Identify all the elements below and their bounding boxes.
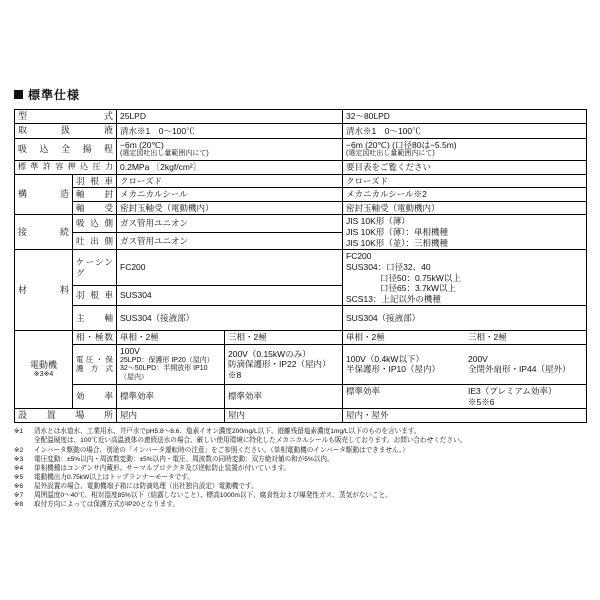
row-value-25lpd: 清水※1 0〜100℃: [117, 124, 343, 138]
install-25lpd-3p: 屋内: [225, 409, 343, 423]
value-line: FC200: [346, 251, 372, 262]
footnotes: [14, 427, 590, 509]
table-row: [15, 110, 587, 124]
row-value-25lpd: ガス管用ユニオン: [117, 232, 343, 249]
value-line: 全閉外扇形・IP44（屋外）: [468, 364, 571, 375]
row-value-3280lpd: 要目表をご覧ください: [343, 160, 587, 174]
table-row: [15, 409, 587, 423]
footnote-number: ※6: [14, 482, 24, 490]
subrow-label: 吐 出 側: [73, 232, 117, 249]
footnote-number: ※1: [14, 428, 24, 436]
value-line: 25LPD：保護形 IP20（屋内）: [120, 356, 214, 364]
value-line: 半保護形・IP10（屋内）: [346, 364, 440, 375]
motor-efficiency-split: [346, 386, 583, 407]
footnote: [14, 455, 590, 464]
row-label: 構 造: [15, 174, 73, 215]
subrow-label: 効 率: [73, 384, 117, 408]
value-line: IE3（プレミアム効率）※5※6: [468, 385, 557, 407]
table-row: [15, 160, 587, 174]
subrow-label: 吸 込 側: [73, 215, 117, 232]
install-3280lpd: 屋内・屋外: [343, 409, 587, 423]
row-value-25lpd: SUS304: [117, 286, 343, 306]
footnote: [14, 473, 590, 482]
table-row: [15, 188, 587, 202]
row-value-3280lpd: 32〜80LPD: [343, 110, 587, 124]
table-row: [15, 174, 587, 188]
footnote-number: [14, 436, 32, 445]
table-row: [15, 124, 587, 138]
row-value-25lpd: FC200: [117, 250, 343, 286]
footnote-text: 周囲温度0〜40℃、相対湿度85%以下（結露しないこと）、標高1000m以下、腐食性および爆発性ガス、蒸気がないこと。: [34, 492, 392, 500]
row-label: 吸 込 全 揚 程: [15, 138, 117, 160]
value-line: −6m (20℃): [120, 139, 164, 150]
value-subline: (選定図吐出し量範囲内にて): [120, 150, 209, 158]
table-row: [15, 250, 587, 286]
value-line: 三相・2極: [468, 332, 507, 343]
motor-efficiency-25lpd: 標準効率: [117, 384, 225, 408]
footnote-number: ※5: [14, 473, 24, 481]
label-note: ※3※4: [33, 371, 54, 378]
motor-efficiency-25lpd-3p: 標準効率: [225, 384, 343, 408]
value-group: [346, 354, 468, 375]
value-line: 100V（0.4kW以下）: [346, 353, 424, 364]
footnote-text: 電動機出力0.75kW以上はトップランナーモータです。: [34, 473, 194, 481]
row-value-25lpd: メカニカルシール: [117, 188, 343, 202]
install-25lpd: 屋内: [117, 409, 225, 423]
footnote-number: ※8: [14, 501, 24, 509]
square-bullet-icon: [14, 90, 23, 99]
footnote: [14, 436, 590, 445]
value-line: −6m (20℃) (口径80は−5.5m): [346, 139, 457, 150]
row-value-25lpd: 25LPD: [117, 110, 343, 124]
value-line: 口径65：3.7kW以上: [346, 283, 457, 294]
footnote: [14, 482, 590, 491]
section-title: [14, 86, 586, 103]
motor-phase-25lpd-3p: 三相・2極: [225, 331, 343, 345]
table-row: [15, 345, 587, 385]
row-value-3280lpd: [343, 138, 587, 160]
footnote: [14, 491, 590, 500]
value-line: 単相・2極: [346, 332, 385, 343]
subrow-label: 軸 受: [73, 201, 117, 215]
footnote-number: ※2: [14, 446, 24, 454]
value-line: 200V（0.15kWのみ）: [228, 348, 311, 359]
value-line: JIS 10K形（薄）：単相機種: [346, 227, 449, 237]
motor-efficiency-3280lpd: [343, 384, 587, 408]
table-row: [15, 138, 587, 160]
row-label: 型 式: [15, 110, 117, 124]
row-value-3280lpd: [343, 250, 587, 306]
footnote-text: 全配温硬度は、100℃近い高温液体の連続送水の場合、厳しい使用環境に特化したメカニカルシールも販売しております。お問い合わせください。: [34, 437, 467, 445]
row-value-3280lpd: [343, 215, 587, 250]
value-line: SCS13：上記以外の機種: [346, 293, 441, 304]
section-title-text: 標準仕様: [28, 88, 81, 102]
row-value-3280lpd: SUS304（接液部）: [343, 306, 587, 331]
subrow-label: ケーシング: [73, 250, 117, 286]
footnote: [14, 500, 590, 509]
value-line: 100V: [120, 346, 140, 356]
subrow-label: 電圧・保護方式: [73, 345, 117, 385]
row-label: 設 置 場 所: [15, 409, 117, 423]
footnote-number: ※3: [14, 455, 24, 463]
footnote: [14, 464, 590, 473]
value-line: 200V: [468, 353, 488, 364]
footnote-text: 取付方向によっては保護方式がIP20となります。: [34, 501, 179, 509]
value-line: 標準効率: [346, 385, 381, 396]
value-subline: (選定図吐出し量範囲内にて): [346, 150, 435, 158]
row-value-25lpd: SUS304（接液部）: [117, 306, 343, 331]
row-value-25lpd: 密封玉軸受（電動機内）: [117, 201, 343, 215]
footnote-text: 屋外設置の場合、電動機端子箱には防滴処理（出社独自設定）電動機です。: [34, 482, 258, 490]
footnote-text: インバータ駆動の場合、別途の「インバータ運転時の注意」をご参照ください。（単相電動機のインバータ駆動はできません。）: [34, 446, 409, 454]
subrow-label: 主 軸: [73, 306, 117, 331]
subrow-label: 軸 封: [73, 188, 117, 202]
motor-phase-25lpd: 単相・2極: [117, 331, 225, 345]
row-value-3280lpd: メカニカルシール※2: [343, 188, 587, 202]
footnote: [14, 446, 590, 455]
value-line: JIS 10K形（薄）: [346, 216, 410, 227]
row-label: 材 料: [15, 250, 73, 331]
motor-voltage-3280lpd: [343, 345, 587, 385]
table-row: [15, 306, 587, 331]
footnote-text: 単相機種はコンデンサ内蔵形。サーマルプロテクタ及び逆転防止装置が付いています。: [34, 464, 291, 472]
motor-voltage-split: [346, 354, 583, 375]
row-value-25lpd: クローズド: [117, 174, 343, 188]
table-row: [15, 215, 587, 232]
row-value-25lpd: [117, 138, 343, 160]
row-value-25lpd: ガス管用ユニオン: [117, 215, 343, 232]
row-label: 接 続: [15, 215, 73, 250]
value-group: [468, 354, 583, 375]
motor-voltage-25lpd-3p: [225, 345, 343, 385]
subrow-label: 羽 根 車: [73, 174, 117, 188]
label-text: 電動機: [29, 359, 57, 370]
value-line: 口径50：0.75kW以上: [346, 272, 461, 283]
row-label: [15, 331, 73, 409]
value-line: 防滴保護形・IP22（屋内）※8: [228, 359, 331, 380]
value-line: SUS304：口径32、40: [346, 261, 431, 272]
footnote-text: 清水とは水道水、工業用水、井戸水でpH5.8〜8.6、塩素イオン濃度200mg/L以下、遊離残留塩素濃度1mg/L以下のものを言います。: [34, 428, 421, 436]
value-line: JIS 10K形（並）：三相機種: [346, 237, 449, 248]
motor-voltage-25lpd: [117, 345, 225, 385]
row-value-25lpd: 0.2MPa 〔2kgf/cm²〕: [117, 160, 343, 174]
specification-table: [14, 109, 587, 423]
subrow-label: 羽 根 車: [73, 286, 117, 306]
footnote-number: ※4: [14, 464, 24, 472]
table-row: [15, 331, 587, 345]
footnote-text: 電圧変動：±5%以内・周波数変動：±5%以内・電圧、周波数の同時変動：双方絶対値の和が5%以内。: [34, 455, 334, 463]
row-label: 取 扱 液: [15, 124, 117, 138]
footnote-number: ※7: [14, 492, 24, 500]
subrow-label: 相・極数: [73, 331, 117, 345]
footnote: [14, 427, 590, 436]
motor-phase-3280lpd: [343, 331, 587, 345]
row-value-3280lpd: 密封玉軸受（電動機内）: [343, 201, 587, 215]
row-value-3280lpd: クローズド: [343, 174, 587, 188]
value-line: 32〜50LPD：半開放形 IP10（屋内）: [120, 365, 208, 382]
table-row: [15, 384, 587, 408]
row-value-3280lpd: 清水※1 0〜100℃: [343, 124, 587, 138]
motor-phase-split: [346, 332, 583, 343]
row-label: 標準許容押込圧力: [15, 160, 117, 174]
table-row: [15, 201, 587, 215]
